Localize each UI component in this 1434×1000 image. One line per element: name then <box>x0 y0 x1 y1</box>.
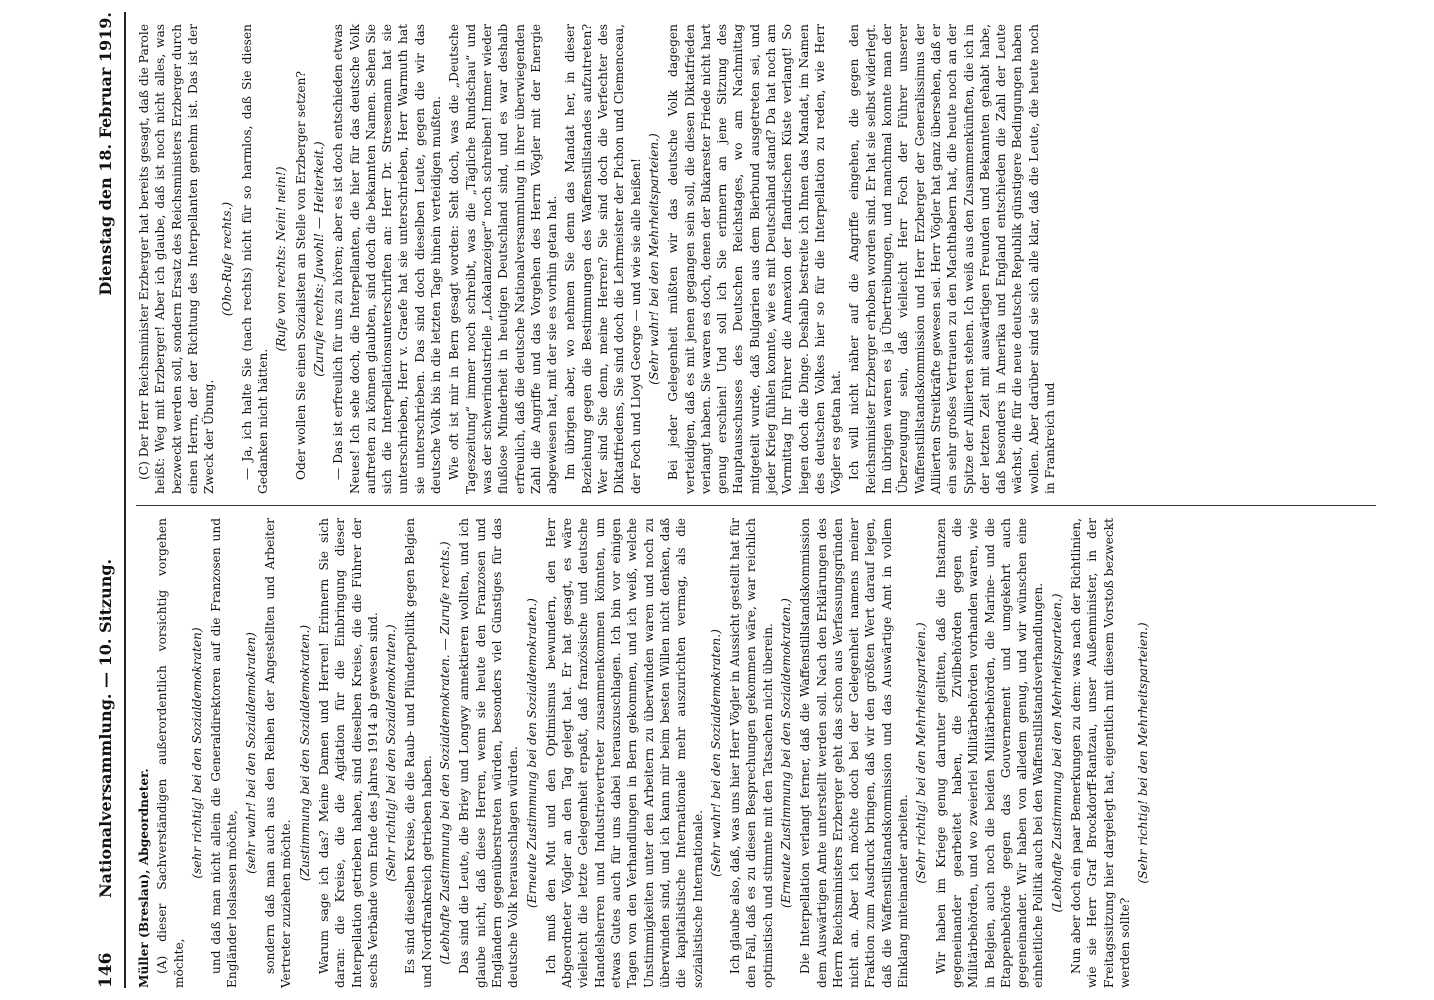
interjection: (sehr richtig! bei den Sozialdemokraten) <box>189 627 204 879</box>
paragraph: sondern daß man auch aus den Reihen der Angestellten und Arbeiter Vertreter zuziehen möchte. <box>263 518 294 988</box>
paragraph: Ich glaube also, daß, was uns hier Herr Vögler in Aussicht gestellt hat für den Fall, daß es zu diesen Besprechungen gekommen wäre, war reichlich optimistisch und stimmte mit den Tatsachen nicht überein. <box>728 518 775 988</box>
digitization-note <box>1418 10 1432 690</box>
interjection: (Rufe von rechts: Nein! nein!) <box>274 166 289 352</box>
interjection: (Sehr richtig! bei den Mehrheitsparteien.) <box>914 622 929 884</box>
header-left-title: Nationalversammlung. — 10. Sitzung. <box>96 558 115 898</box>
paragraph: Das sind die Leute, die Briey und Longwy annektieren wollten, und ich glaube nicht, daß diese Herren, wenn sie heute den Franzosen und Engländern gegenüberstreten würden, besonders viel Günstiges für das deutsche Volk herausschlagen würden. <box>457 518 521 988</box>
interjection: (Sehr richtig! bei den Mehrheitsparteien.) <box>1136 622 1151 884</box>
paragraph: und daß man nicht allein die Generaldirektoren auf die Franzosen und Engländer loslassen möchte, <box>209 518 240 988</box>
paragraph: (C) Der Herr Reichsminister Erzberger hat bereits gesagt, daß die Parole heißt: Weg mit Erzberger! Aber ich glaube, daß ist noch nicht alles, was bezweckt werden soll, sondern Ersatz des Reichsministers Erzberger durch einen Herrn, der der Richtung des Interpellanten genehm ist. Das ist der Zweck der Übung. <box>137 24 217 494</box>
paragraph: Nun aber doch ein paar Bemerkungen zu dem: was nach der Richtlinien, wie sie Herr Graf Brockdorff-Rantzau, unser Außenminister, in der Freitagssitzung hier dargelegt hat, eigentlich mit diesem Vorstoß bezweckt werden sollte? <box>1069 518 1132 988</box>
interjection: (Sehr richtig! bei den Sozialdemokraten.) <box>384 624 399 882</box>
interjection: (Lebhafte Zustimmung bei den Sozialdemokraten. — Zurufe rechts.) <box>438 541 453 965</box>
paragraph: Ich muß den Mut und den Optimismus bewundern, den Herr Abgeordneter Vögler an den Tag gelegt hat. Er hat gesagt, es wäre vielleicht die letzte Gelegenheit erpaßt, daß französische und deutsche Handelsherren und Industrievertreter zusammenkommen könnten, um etwas Gutes auch für uns dabei herauszuschlagen. Ich bin vor einigen Tagen von den Verhandlungen in Bern gekommen, und ich weiß, welche Unstimmigkeiten unter den Arbeitern zu überwinden waren und noch zu überwinden sind, und ich kann mir beim besten Willen nicht denken, daß die kapitalistische Internationale mehr auszurichten vermag, als die sozialistische Internationale. <box>543 518 705 988</box>
interjection: (sehr wahr! bei den Sozialdemokraten) <box>243 632 258 874</box>
interjection: (Erneute Zustimmung bei den Sozialdemokraten.) <box>778 598 793 908</box>
interjection: (Oho-Rufe rechts.) <box>220 201 235 317</box>
paragraph: Warum sage ich das? Meine Damen und Herren! Erinnern Sie sich daran: die Kreise, die die Agitation für die Einbringung dieser Interpellation getrieben haben, sind dieselben Kreise, die die Führer der sechs Verbände vom Ende des Jahres 1914 ab gewesen sind. <box>316 518 380 988</box>
paragraph: Bei jeder Gelegenheit müßten wir das deutsche Volk dagegen verteidigen, daß es mit jenen gegangen sein soll, die diesen Diktatfrieden verlangt haben. Sie waren es doch, denen der Bukarester Friede nicht hart genug erschien! Und soll ich Sie erinnern an jene Sitzung des Hauptausschusses des Deutschen Reichstages, wo am Nachmittag mitgeteilt wurde, daß Bulgarien aus dem Bierbund ausgetreten sei, und jeder Krieg fühlen konnte, wie es mit Deutschland stand? Da hat noch am Vormittag Ihr Führer die Annexion der flandrischen Küste verlangt! So liegen doch die Dinge. Deshalb bestreite ich Ihnen das Mandat, im Namen des deutschen Volkes hier so für die Interpellation zu reden, wie Herr Vögler es getan hat. <box>666 24 844 494</box>
left-column <box>136 518 1155 988</box>
paragraph: Es sind dieselben Kreise, die die Raub- und Plünderpolitik gegen Belgien und Nordfrankreich getrieben haben. <box>403 518 434 988</box>
header-right-title: Dienstag den 18. Februar 1919. <box>96 12 115 296</box>
interjection: (Erneute Zustimmung bei den Sozialdemokraten.) <box>524 598 539 908</box>
interjection: (Lebhafte Zustimmung bei den Mehrheitsparteien.) <box>1049 593 1064 913</box>
interjection: (Zustimmung bei den Sozialdemokraten.) <box>297 624 312 882</box>
paragraph: Im übrigen aber, wo nehmen Sie denn das Mandat her, in dieser Beziehung gegen die Bestimmungen des Waffenstillstandes aufzutreten? Wer sind Sie denn, meine Herren? Sie sind doch die Verfechter des Diktatfriedens, Sie sind doch die Lehrmeister der Pichon und Clemenceau, der Foch und Lloyd George — und wie sie alle heißen! <box>563 24 643 494</box>
document-page <box>76 0 1416 1000</box>
header-rule <box>124 12 126 988</box>
paragraph: — Ja, ich halte Sie (nach rechts) nicht für so harmlos, daß Sie diesen Gedanken nicht hätten. <box>239 24 271 494</box>
speaker-line: Müller (Breslau), Abgeordneter. <box>137 768 151 988</box>
column-divider <box>136 505 1376 506</box>
paragraph: Wir haben im Kriege genug darunter gelitten, daß die Instanzen gegeneinander gearbeitet haben, die Zivilbehörden gegen die Militärbehörden, und wo zweierlei Militärbehörden vorhanden waren, wie in Belgien, auch noch die beiden Militärbehörden, die Marine- und die Etappenbehörde gegen das Gouvernement und umgekehrt auch gegeneinander. Wir haben von alledem genug, und wir wünschen eine einheitliche Politik auch bei den Waffenstillstandsverhandlungen. <box>933 518 1046 988</box>
paragraph: Wie oft ist mir in Bern gesagt worden: Seht doch, was die „Deutsche Tageszeitung“ immer noch schreibt, was die „Tägliche Rundschau“ und was der schwerindustrielle „Lokalanzeiger“ noch schreiben! Immer wieder flußlose Minderheit in heutigen Deutschland sind, und es war deshalb erfreulich, daß die deutsche Nationalversammlung in ihrer überwiegenden Zahl die Angriffe und das Vorgehen des Herrn Vögler mit der Energie abgewiesen hat, mit der sie es vorhin getan hat. <box>447 24 560 494</box>
paragraph: — Das ist erfreulich für uns zu hören; aber es ist doch entschieden etwas Neues! Ich sehe doch, die Interpellanten, die hier für das deutsche Volk auftreten zu können glaubten, sind doch die bekannten Namen. Sehen Sie sich die Interpellationsunterschriften an: Herr Dr. Stresemann hat sie unterschrieben, Herr v. Graefe hat sie unterschrieben, Herr Warmuth hat sie unterschrieben. Das sind doch dieselben Leute, gegen die wir das deutsche Volk bis in die letzten Tage hinein verteidigen mußten. <box>331 24 444 494</box>
right-column <box>136 24 1060 494</box>
paragraph: Die Interpellation verlangt ferner, daß die Waffenstillstandskommission dem Auswärtigen Amte unterstellt werden soll. Nach den Erklärungen des Herrn Reichsministers Erzberger geht das schon aus Verfassungsgründen nicht an. Aber ich möchte doch bei der Gelegenheit namens meiner Fraktion zum Ausdruck bringen, daß wir den größten Wert darauf legen, daß die Waffenstillstandskommission und das Auswärtige Amt in vollem Einklang miteinander arbeiten. <box>798 518 911 988</box>
page-number: 146 <box>96 952 116 988</box>
paragraph: Ich will nicht näher auf die Angriffe eingehen, die gegen den Reichsminister Erzberger erhoben worden sind. Er hat sie selbst widerlegt. Im übrigen waren es ja Übertreibungen, und manchmal konnte man der Überzeugung sein, daß vielleicht Herr Foch der Führer unserer Waffenstillstandskommission und Herr Erzberger der Generalissimus der Alliierten Streitkräfte gewesen sei. Herr Vögler hat ganz übersehen, daß er ein sehr großes Vertrauen zu den Machthabern hat, die heute noch an der Spitze der Alliierten stehen. Ich weiß aus den Zusammenkünften, die ich in der letzten Zeit mit auswärtigen Freunden und Bekannten gehabt habe, daß besonders in Amerika und England entschieden die Zahl der Leute wächst, die für die neue deutsche Republik günstigere Bedingungen haben wollen. Aber darüber sind sie sich alle klar, daß die Leute, die heute noch in Frankreich und <box>847 24 1058 494</box>
interjection: (Sehr wahr! bei den Sozialdemokraten.) <box>708 629 723 877</box>
interjection: (Sehr wahr! bei den Mehrheitsparteien.) <box>646 133 661 385</box>
interjection: (Zurufe rechts: Jawohl! — Heiterkeit.) <box>311 141 326 377</box>
paragraph: Oder wollen Sie einen Sozialisten an Stelle von Erzberger setzen? <box>293 71 308 480</box>
paragraph: (A) dieser Sachverständigen außerordentlich vorsichtig vorgehen möchte, <box>155 518 186 988</box>
